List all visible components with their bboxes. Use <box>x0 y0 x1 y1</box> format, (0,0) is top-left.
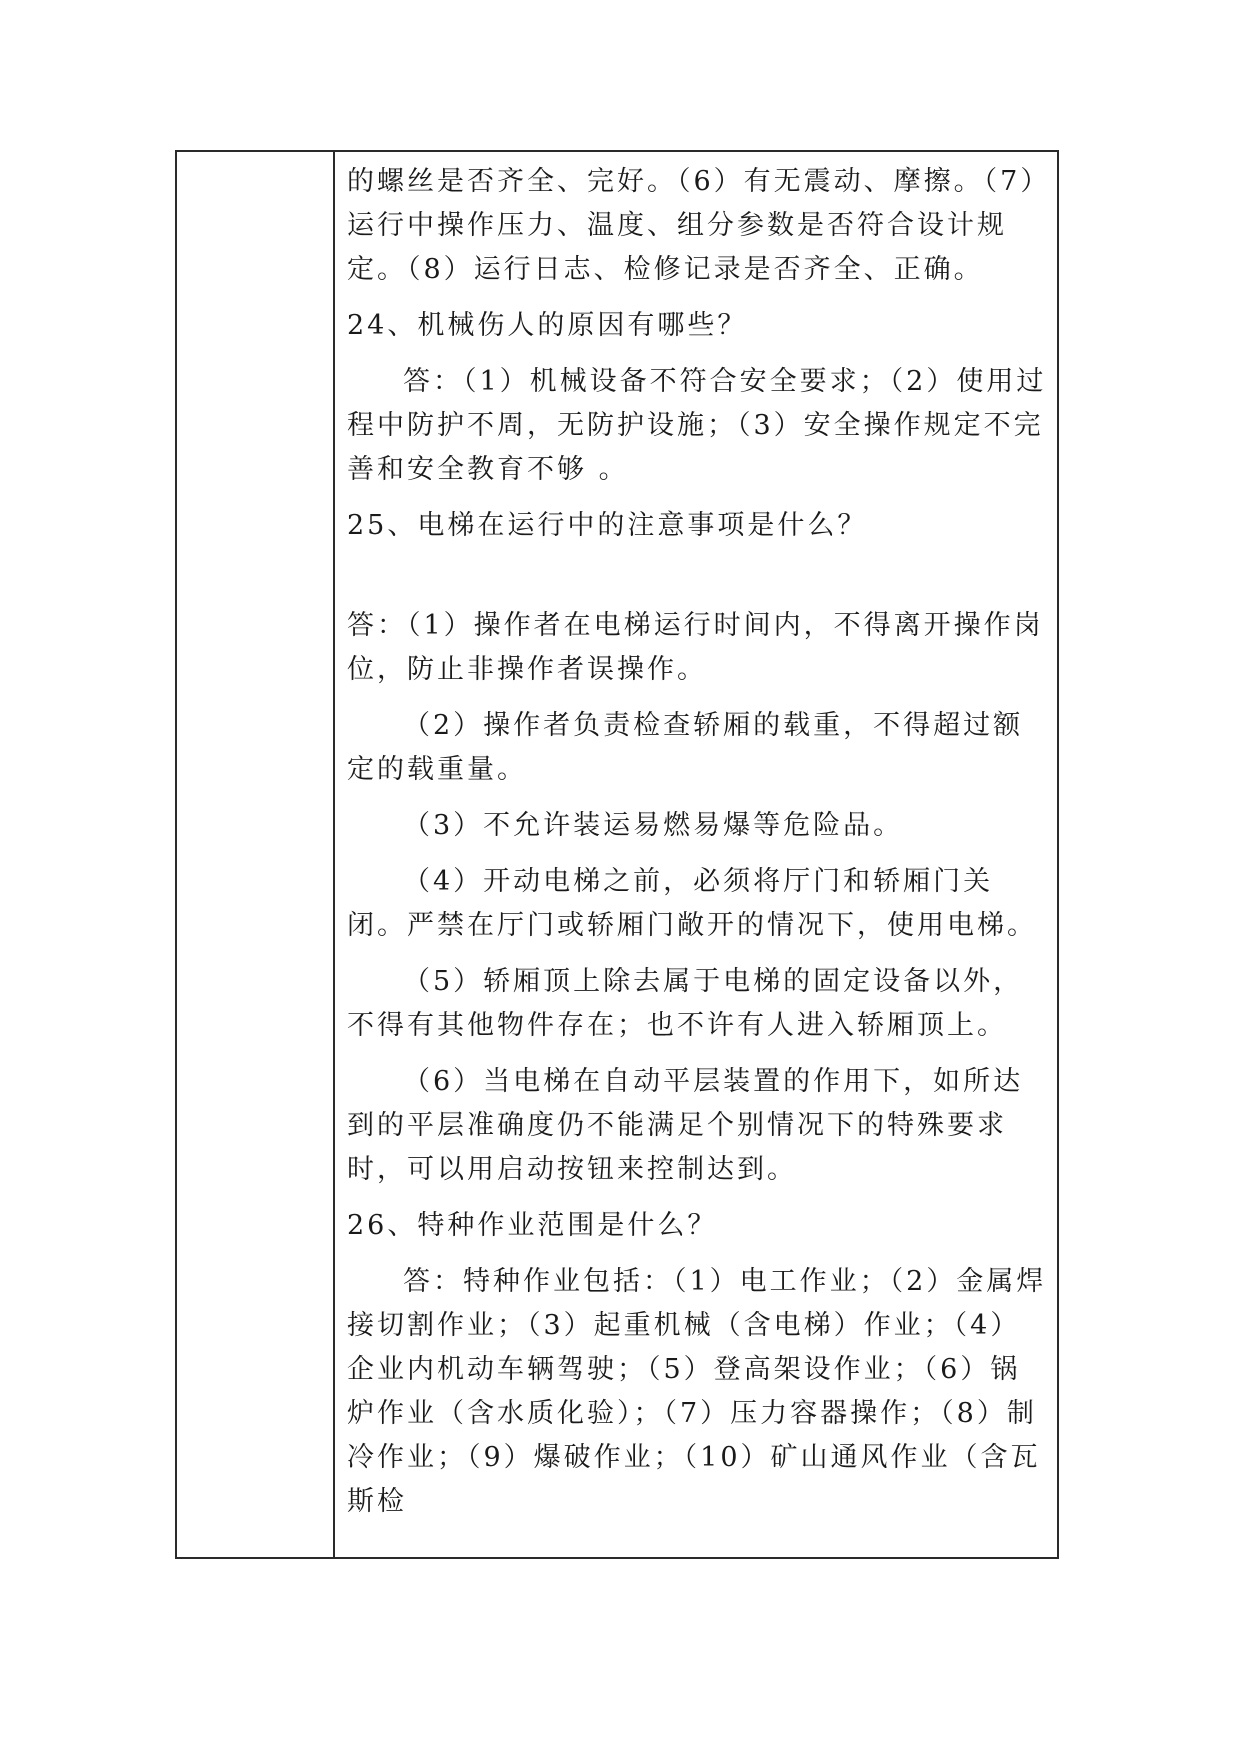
question-26: 26、特种作业范围是什么？ <box>347 1210 718 1241</box>
answer-25-item-6: （6）当电梯在自动平层装置的作用下，如所达到的平层准确度仍不能满足个别情况下的特殊要求时，可以用启动按钮来控制达到。 <box>347 1066 1024 1185</box>
table-left-cell <box>177 152 335 1557</box>
answer-25-item-5: （5）轿厢顶上除去属于电梯的固定设备以外，不得有其他物件存在；也不许有人进入轿厢顶上。 <box>347 966 1024 1041</box>
content-table <box>175 150 1059 1559</box>
answer-26: 答：特种作业包括：（1）电工作业；（2）金属焊接切割作业；（3）起重机械（含电梯）作业；（4）企业内机动车辆驾驶；（5）登高架设作业；（6）锅炉作业（含水质化验）；（7）压力容器操作；（8）制冷作业；（9）爆破作业；（10）矿山通风作业（含瓦斯检 <box>347 1266 1047 1517</box>
answer-25-item-3: （3）不允许装运易燃易爆等危险品。 <box>403 810 904 841</box>
blank-line <box>347 560 1047 604</box>
answer-25-item-4: （4）开动电梯之前，必须将厅门和轿厢门关闭。严禁在厅门或轿厢门敞开的情况下，使用电梯。 <box>347 866 1037 941</box>
question-25: 25、电梯在运行中的注意事项是什么？ <box>347 510 868 541</box>
question-24: 24、机械伤人的原因有哪些？ <box>347 310 748 341</box>
continuation-paragraph: 的螺丝是否齐全、完好。（6）有无震动、摩擦。（7）运行中操作压力、温度、组分参数是否符合设计规定。（8）运行日志、检修记录是否齐全、正确。 <box>347 166 1037 285</box>
answer-25-item-1: 答：（1）操作者在电梯运行时间内，不得离开操作岗位，防止非操作者误操作。 <box>347 610 1044 685</box>
table-right-cell <box>335 152 1059 1557</box>
answer-24: 答：（1）机械设备不符合安全要求；（2）使用过程中防护不周，无防护设施；（3）安全操作规定不完善和安全教育不够 。 <box>347 366 1047 485</box>
answer-25-item-2: （2）操作者负责检查轿厢的载重，不得超过额定的载重量。 <box>347 710 1024 785</box>
